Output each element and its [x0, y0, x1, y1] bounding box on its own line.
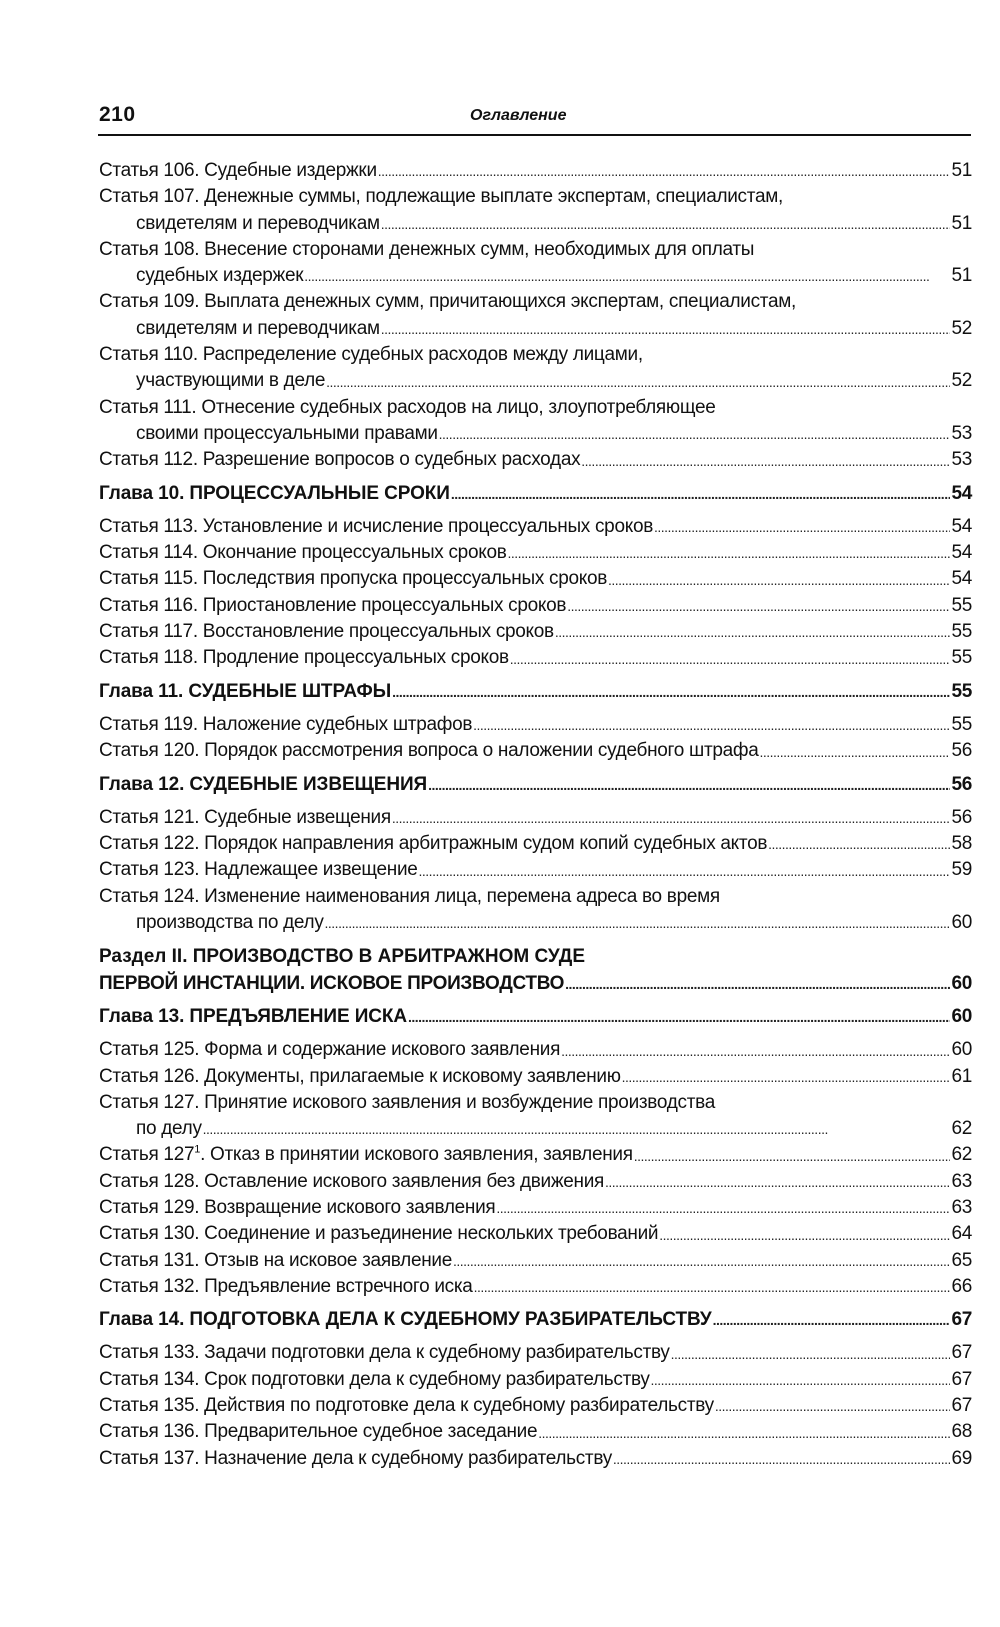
- section-title-cont: ПЕРВОЙ ИНСТАНЦИИ. ИСКОВОЕ ПРОИЗВОДСТВО: [99, 972, 565, 994]
- dot-leader: [561, 1038, 950, 1064]
- toc-entry-title: Статья 119. Наложение судебных штрафов: [99, 713, 473, 735]
- toc-entry-title: Статья 113. Установление и исчисление процессуальных сроков: [99, 515, 654, 537]
- toc-page-number: 60: [951, 1005, 972, 1027]
- toc-chapter-heading[interactable]: [99, 772, 972, 798]
- toc-entry[interactable]: [99, 1169, 972, 1195]
- toc-entry[interactable]: [99, 342, 972, 395]
- dot-leader: [381, 211, 951, 237]
- toc-page-number: 55: [951, 647, 972, 669]
- dot-leader: [439, 421, 951, 447]
- running-head: Оглавление: [470, 107, 567, 124]
- toc-entry-title: Статья 117. Восстановление процессуальных сроков: [99, 621, 554, 643]
- dot-leader: [538, 1420, 950, 1446]
- toc-entry[interactable]: [99, 395, 972, 448]
- toc-page-number: 64: [951, 1223, 972, 1245]
- toc-entry-title: Статья 115. Последствия пропуска процессуальных сроков: [99, 568, 608, 590]
- toc-page-number: 62: [951, 1144, 972, 1166]
- toc-entry[interactable]: [99, 857, 972, 883]
- toc-entry[interactable]: [99, 1195, 972, 1221]
- toc-entry[interactable]: [99, 831, 972, 857]
- toc-entry-title-cont: свидетелям и переводчикам: [136, 212, 380, 234]
- dot-leader: [713, 1307, 951, 1333]
- toc-page-number: 59: [951, 859, 972, 881]
- toc-entry-title: Статья 130. Соединение и разъединение нескольких требований: [99, 1223, 659, 1245]
- toc-entry[interactable]: [99, 1090, 972, 1143]
- toc-page-number: 63: [951, 1196, 972, 1218]
- chapter-title: Глава 13. ПРЕДЪЯВЛЕНИЕ ИСКА: [99, 1005, 407, 1027]
- toc-page-number: 67: [951, 1342, 972, 1364]
- dot-leader: [496, 1195, 950, 1221]
- toc-entry-title: Статья 135. Действия по подготовке дела к судебному разбирательству: [99, 1395, 714, 1417]
- toc-entry[interactable]: [99, 1367, 972, 1393]
- toc-entry-title: Статья 118. Продление процессуальных сроков: [99, 647, 509, 669]
- dot-leader: [555, 619, 951, 645]
- dot-leader: [510, 646, 951, 672]
- toc-page-number: 68: [951, 1421, 972, 1443]
- dot-leader: [651, 1367, 951, 1393]
- toc-entry[interactable]: [99, 1419, 972, 1445]
- header-rule: [98, 134, 971, 136]
- toc-entry[interactable]: [99, 593, 972, 619]
- dot-leader: [608, 567, 950, 593]
- toc-entry[interactable]: [99, 1393, 972, 1419]
- toc-page-number: 67: [951, 1395, 972, 1417]
- toc-entry-title: Статья 136. Предварительное судебное заседание: [99, 1421, 538, 1443]
- toc-page-number: 51: [951, 160, 972, 181]
- toc-entry[interactable]: [99, 1274, 972, 1300]
- dot-leader: [567, 593, 950, 619]
- toc-chapter-heading[interactable]: [99, 1307, 972, 1333]
- toc-entry[interactable]: [99, 1340, 972, 1366]
- toc-page-number: 55: [951, 680, 972, 702]
- toc-entry-title: Статья 126. Документы, прилагаемые к исковому заявлению: [99, 1065, 621, 1087]
- toc-entry-title: Статья 107. Денежные суммы, подлежащие выплате экспертам, специалистам,: [99, 186, 783, 208]
- dot-leader: [768, 831, 950, 857]
- toc-page-number: 56: [951, 773, 972, 795]
- toc-entry[interactable]: [99, 805, 972, 831]
- toc-entry-title: Статья 133. Задачи подготовки дела к судебному разбирательству: [99, 1342, 670, 1364]
- toc-entry-title: Статья 137. Назначение дела к судебному разбирательству: [99, 1447, 612, 1469]
- toc-page-number: 52: [951, 370, 972, 392]
- toc-entry[interactable]: [99, 237, 972, 290]
- dot-leader: [392, 805, 951, 831]
- dot-leader: [203, 1116, 951, 1142]
- toc-page-number: 67: [951, 1309, 972, 1331]
- dot-leader: [654, 514, 950, 540]
- toc-entry[interactable]: [99, 738, 972, 764]
- dot-leader: [659, 1222, 950, 1248]
- dot-leader: [325, 910, 951, 936]
- article-title-rest: . Отказ в принятии искового заявления, заявления: [200, 1144, 633, 1166]
- toc-entry-title: Статья 124. Изменение наименования лица, перемена адреса во время: [99, 885, 720, 907]
- dot-leader: [408, 1004, 950, 1030]
- toc-entry-title: Статья 131. Отзыв на исковое заявление: [99, 1249, 452, 1271]
- toc-entry[interactable]: [99, 158, 972, 184]
- toc-entry[interactable]: [99, 184, 972, 237]
- chapter-title: Глава 14. ПОДГОТОВКА ДЕЛА К СУДЕБНОМУ РАЗБИРАТЕЛЬСТВУ: [99, 1309, 712, 1331]
- toc-page-number: 65: [951, 1249, 972, 1271]
- toc-entry-title: Статья 111. Отнесение судебных расходов на лицо, злоупотребляющее: [99, 396, 716, 418]
- toc-page-number: 60: [951, 1039, 972, 1061]
- toc-entry[interactable]: [99, 1446, 972, 1472]
- dot-leader: [451, 481, 951, 507]
- chapter-title: Глава 12. СУДЕБНЫЕ ИЗВЕЩЕНИЯ: [99, 773, 428, 795]
- dot-leader: [474, 1274, 951, 1300]
- toc-entry-title: Статья 116. Приостановление процессуальных сроков: [99, 594, 567, 616]
- toc-page-number: 62: [951, 1118, 972, 1140]
- dot-leader: [581, 448, 950, 474]
- toc-section-heading[interactable]: [99, 944, 972, 997]
- toc-entry[interactable]: [99, 619, 972, 645]
- toc-page-number: 54: [951, 482, 972, 504]
- toc-entry-title-cont: по делу: [136, 1118, 202, 1140]
- toc-entry-title: Статья 114. Окончание процессуальных сроков: [99, 542, 507, 564]
- toc-entry[interactable]: [99, 712, 972, 738]
- toc-page-number: 53: [951, 449, 972, 471]
- toc-entry[interactable]: [99, 566, 972, 592]
- toc-page-number: 55: [951, 594, 972, 616]
- toc-entry-title: Статья 109. Выплата денежных сумм, причитающихся экспертам, специалистам,: [99, 291, 796, 313]
- toc-entry-title: [99, 1142, 633, 1168]
- chapter-title: Глава 11. СУДЕБНЫЕ ШТРАФЫ: [99, 680, 392, 702]
- toc-page-number: 54: [951, 542, 972, 564]
- toc-entry[interactable]: [99, 884, 972, 937]
- toc-entry[interactable]: [99, 289, 972, 342]
- dot-leader: [304, 263, 950, 289]
- page-number: 210: [99, 103, 136, 126]
- toc-entry-title: Статья 108. Внесение сторонами денежных сумм, необходимых для оплаты: [99, 238, 755, 260]
- toc-entry-title-cont: судебных издержек: [136, 265, 304, 287]
- toc-chapter-heading[interactable]: [99, 481, 972, 507]
- toc-chapter-heading[interactable]: [99, 1004, 972, 1030]
- toc-entry[interactable]: [99, 645, 972, 671]
- toc-entry[interactable]: [99, 1221, 972, 1247]
- dot-leader: [565, 971, 950, 997]
- toc-entry[interactable]: [99, 1142, 972, 1168]
- chapter-title: Глава 10. ПРОЦЕССУАЛЬНЫЕ СРОКИ: [99, 482, 450, 504]
- toc-entry-title: Статья 132. Предъявление встречного иска: [99, 1275, 473, 1297]
- dot-leader: [622, 1064, 951, 1090]
- toc-entry-title: Статья 129. Возвращение искового заявления: [99, 1196, 496, 1218]
- toc-page-number: 60: [951, 912, 972, 934]
- toc-entry-title: Статья 134. Срок подготовки дела к судебному разбирательству: [99, 1368, 650, 1390]
- dot-leader: [326, 369, 950, 395]
- dot-leader: [634, 1143, 951, 1169]
- toc-page-number: 51: [951, 212, 972, 234]
- toc-page-number: 55: [951, 621, 972, 643]
- dot-leader: [392, 679, 950, 705]
- toc-entry[interactable]: [99, 1064, 972, 1090]
- toc-page-number: 60: [951, 972, 972, 994]
- toc-page-number: 55: [951, 713, 972, 735]
- dot-leader: [715, 1393, 951, 1419]
- toc-entry[interactable]: [99, 1248, 972, 1274]
- dot-leader: [453, 1248, 950, 1274]
- article-superscript: 1: [194, 1144, 201, 1157]
- section-title: Раздел II. ПРОИЗВОДСТВО В АРБИТРАЖНОМ СУДЕ: [99, 946, 585, 968]
- toc-entry-title: Статья 123. Надлежащее извещение: [99, 859, 418, 881]
- toc-entry-title-cont: участвующими в деле: [136, 370, 326, 392]
- toc-page-number: 63: [951, 1170, 972, 1192]
- dot-leader: [613, 1446, 951, 1472]
- toc-entry[interactable]: [99, 514, 972, 540]
- toc-entry-title: Статья 128. Оставление искового заявления без движения: [99, 1170, 605, 1192]
- toc-entry-title-cont: производства по делу: [136, 912, 324, 934]
- toc-entry[interactable]: [99, 540, 972, 566]
- dot-leader: [473, 712, 950, 738]
- toc-entry[interactable]: [99, 1037, 972, 1063]
- toc-entry-title-cont: свидетелям и переводчикам: [136, 317, 380, 339]
- dot-leader: [671, 1341, 951, 1367]
- toc-page-number: 61: [951, 1065, 972, 1087]
- dot-leader: [381, 316, 951, 342]
- dot-leader: [508, 540, 951, 566]
- toc-page-number: 52: [951, 317, 972, 339]
- toc-page-number: 51: [951, 265, 972, 287]
- toc-entry-title: Статья 125. Форма и содержание искового заявления: [99, 1039, 561, 1061]
- dot-leader: [428, 772, 950, 798]
- toc-page-number: 66: [951, 1275, 972, 1297]
- dot-leader: [419, 858, 951, 884]
- toc-entry-title: Статья 106. Судебные издержки: [99, 160, 377, 181]
- toc-entry[interactable]: [99, 447, 972, 473]
- toc-page-number: 54: [951, 568, 972, 590]
- toc-page-number: 56: [951, 806, 972, 828]
- dot-leader: [378, 158, 951, 184]
- toc-page-number: 53: [951, 422, 972, 444]
- toc-page-number: 56: [951, 740, 972, 762]
- table-of-contents: [99, 158, 972, 1472]
- dot-leader: [760, 739, 951, 765]
- toc-entry-title: Статья 121. Судебные извещения: [99, 806, 391, 828]
- dot-leader: [605, 1169, 950, 1195]
- toc-entry-title: Статья 120. Порядок рассмотрения вопроса о наложении судебного штрафа: [99, 740, 759, 762]
- toc-entry-title: Статья 127. Принятие искового заявления и возбуждение производства: [99, 1091, 715, 1113]
- toc-entry-title: Статья 112. Разрешение вопросов о судебных расходах: [99, 449, 581, 471]
- toc-page-number: 69: [951, 1447, 972, 1469]
- toc-entry-title: Статья 110. Распределение судебных расходов между лицами,: [99, 344, 643, 366]
- toc-page-number: 54: [951, 515, 972, 537]
- article-prefix: Статья 127: [99, 1144, 195, 1166]
- toc-page-number: 58: [951, 833, 972, 855]
- toc-page-number: 67: [951, 1368, 972, 1390]
- toc-entry-title: Статья 122. Порядок направления арбитражным судом копий судебных актов: [99, 833, 768, 855]
- toc-chapter-heading[interactable]: [99, 679, 972, 705]
- toc-entry-title-cont: своими процессуальными правами: [136, 422, 438, 444]
